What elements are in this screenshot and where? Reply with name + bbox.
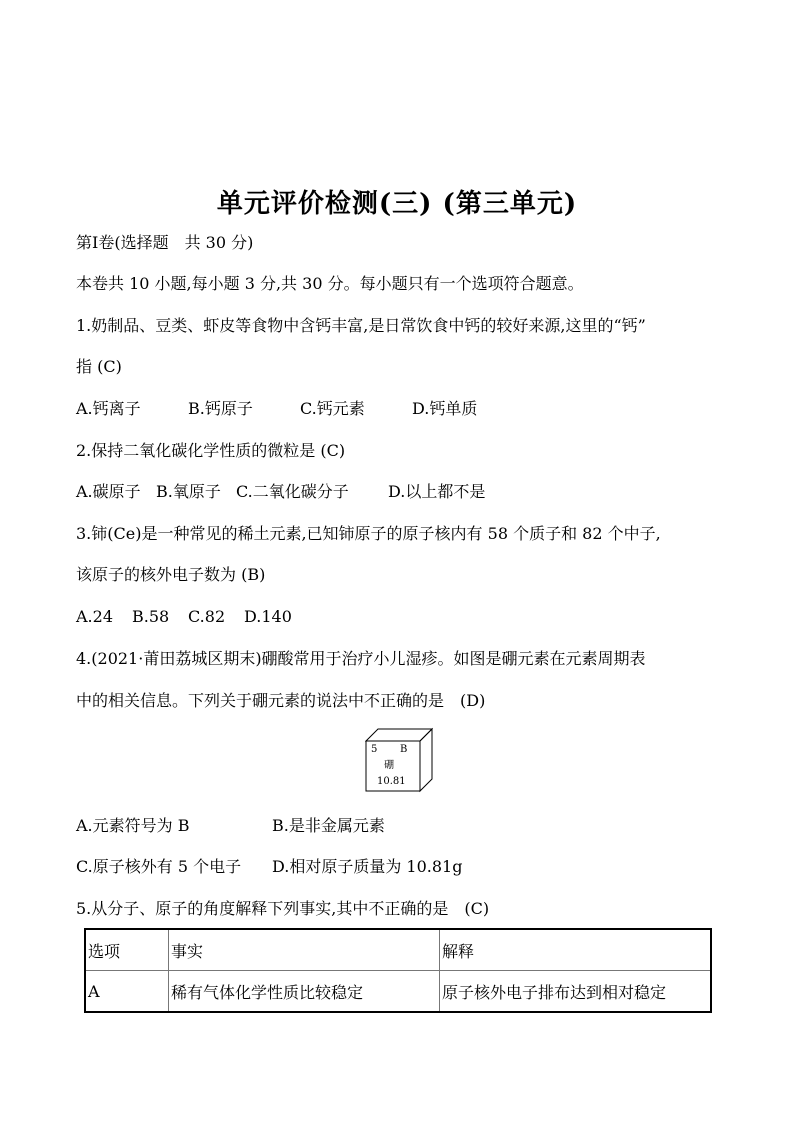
element-atomic-number: 5 <box>371 744 378 755</box>
element-name: 硼 <box>384 760 394 771</box>
q2-option-a: A.碳原子 <box>76 482 141 501</box>
table-header-row <box>85 929 711 971</box>
table-header-cell: 选项 <box>85 929 169 971</box>
q2-options <box>76 481 485 503</box>
q4-option-b: B.是非金属元素 <box>272 816 385 835</box>
q1-option-b: B.钙原子 <box>188 399 253 418</box>
q3-options <box>76 606 292 628</box>
q1-stem-line1: 1.奶制品、豆类、虾皮等食物中含钙丰富,是日常饮食中钙的较好来源,这里的“钙” <box>76 316 646 335</box>
instructions: 本卷共 10 小题,每小题 3 分,共 30 分。每小题只有一个选项符合题意。 <box>76 274 584 293</box>
element-symbol: B <box>400 744 408 755</box>
q3-option-c: C.82 <box>188 607 226 626</box>
q2-option-c: C.二氧化碳分子 <box>236 482 349 501</box>
element-atomic-mass: 10.81 <box>377 776 406 787</box>
element-tile-figure <box>365 727 433 793</box>
table-header-cell: 事实 <box>169 929 440 971</box>
q4-options-row1 <box>76 815 385 837</box>
q2-option-d: D.以上都不是 <box>388 482 486 501</box>
q3-stem-line2: 该原子的核外电子数为 (B) <box>76 565 266 584</box>
table-header-cell: 解释 <box>440 929 712 971</box>
q5-table <box>84 928 712 1013</box>
q3-stem-line1: 3.铈(Ce)是一种常见的稀土元素,已知铈原子的原子核内有 58 个质子和 82 个中子, <box>76 524 661 543</box>
q4-options-row2 <box>76 856 462 878</box>
q5-stem: 5.从分子、原子的角度解释下列事实,其中不正确的是 (C) <box>76 899 490 918</box>
q4-option-a: A.元素符号为 B <box>76 816 190 835</box>
q4-option-d: D.相对原子质量为 10.81g <box>272 857 463 876</box>
q2-option-b: B.氧原子 <box>156 482 221 501</box>
section-heading: 第Ⅰ卷(选择题 共 30 分) <box>76 233 254 252</box>
q1-option-a: A.钙离子 <box>76 399 141 418</box>
q4-stem-line2: 中的相关信息。下列关于硼元素的说法中不正确的是 (D) <box>76 691 486 710</box>
q3-option-a: A.24 <box>76 607 113 626</box>
q1-options <box>76 398 477 420</box>
table-cell: 原子核外电子排布达到相对稳定 <box>440 971 712 1013</box>
q3-option-b: B.58 <box>132 607 170 626</box>
q4-stem-line1: 4.(2021·莆田荔城区期末)硼酸常用于治疗小儿湿疹。如图是硼元素在元素周期表 <box>76 649 646 668</box>
q1-option-c: C.钙元素 <box>300 399 365 418</box>
q3-option-d: D.140 <box>244 607 292 626</box>
table-cell: 稀有气体化学性质比较稳定 <box>169 971 440 1013</box>
table-row <box>85 971 711 1013</box>
q2-stem: 2.保持二氧化碳化学性质的微粒是 (C) <box>76 441 346 460</box>
q1-option-d: D.钙单质 <box>412 399 478 418</box>
table-cell: A <box>85 971 169 1013</box>
q1-stem-line2: 指 (C) <box>76 357 122 376</box>
page-title: 单元评价检测(三) (第三单元) <box>216 189 578 219</box>
q4-option-c: C.原子核外有 5 个电子 <box>76 857 242 876</box>
